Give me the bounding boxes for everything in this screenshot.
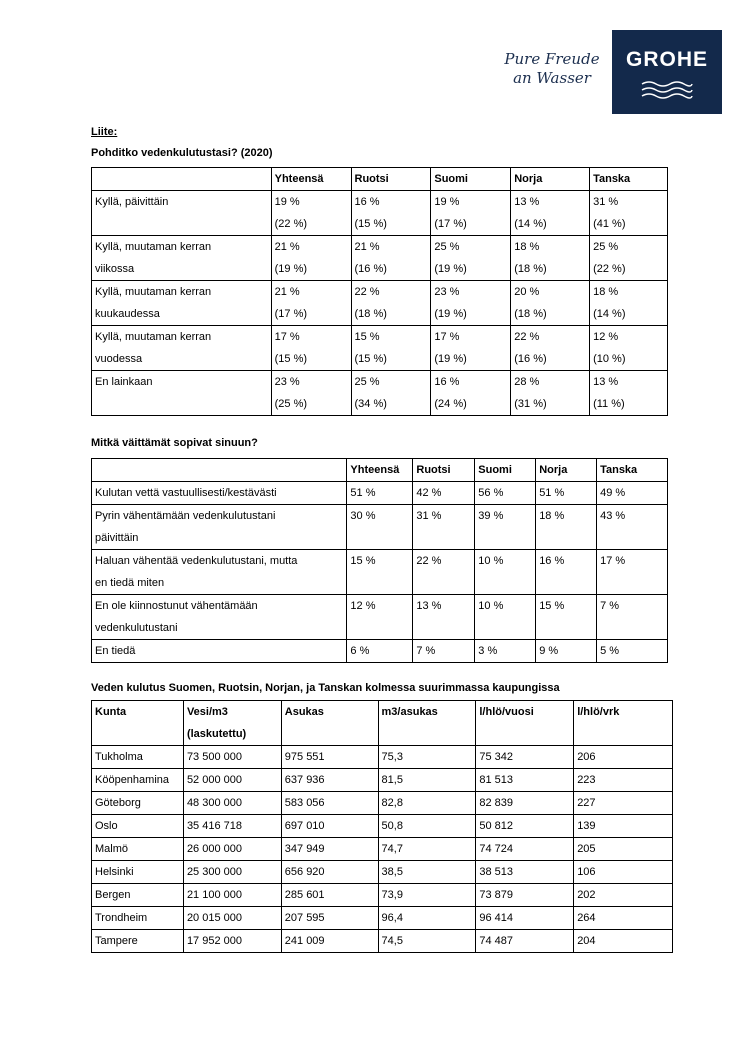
- brand-tagline: [500, 50, 604, 88]
- value-cell: 81,5: [378, 769, 476, 792]
- value-cell: 22 %: [413, 550, 475, 595]
- value-cell: 20 015 000: [183, 907, 281, 930]
- value-cell: 21 100 000: [183, 884, 281, 907]
- table-row: [92, 769, 673, 792]
- tagline-line2: an Wasser: [513, 69, 591, 87]
- column-header: [92, 459, 347, 482]
- value-cell: 42 %: [413, 482, 475, 505]
- cell-line: (15 %): [354, 353, 387, 365]
- value-cell: [271, 236, 351, 281]
- value-cell: 3 %: [475, 640, 536, 663]
- table-row: [92, 884, 673, 907]
- value-cell: 697 010: [281, 815, 378, 838]
- cell-line: (22 %): [274, 218, 308, 230]
- cell-line: (15 %): [274, 353, 308, 365]
- row-label: [92, 191, 272, 236]
- survey1-title: Pohditko vedenkulutustasi? (2020): [91, 147, 273, 159]
- value-cell: 25 300 000: [183, 861, 281, 884]
- value-cell: 73 879: [476, 884, 574, 907]
- table-row: [92, 838, 673, 861]
- cell-line: [95, 393, 268, 415]
- city-name: Göteborg: [92, 792, 184, 815]
- value-cell: 74,7: [378, 838, 476, 861]
- value-cell: [271, 371, 351, 416]
- column-header: [92, 168, 272, 191]
- value-cell: 106: [574, 861, 673, 884]
- value-cell: 74,5: [378, 930, 476, 953]
- value-cell: 50 812: [476, 815, 574, 838]
- cell-line: Kulutan vettä vastuullisesti/kestävästi: [95, 487, 277, 499]
- city-name: Bergen: [92, 884, 184, 907]
- water-waves-icon: [640, 80, 694, 100]
- survey1-header-row: [92, 168, 668, 191]
- value-cell: 15 %: [347, 550, 413, 595]
- cell-line: en tiedä miten: [95, 577, 165, 589]
- value-cell: 6 %: [347, 640, 413, 663]
- cities-title: Veden kulutus Suomen, Ruotsin, Norjan, ja Tanskan kolmessa suurimmassa kaupungissa: [91, 682, 560, 694]
- value-cell: 43 %: [597, 505, 668, 550]
- cell-line: Haluan vähentää vedenkulutustani, mutta: [95, 555, 298, 567]
- table-row: [92, 640, 668, 663]
- value-cell: 12 %: [347, 595, 413, 640]
- value-cell: [431, 371, 511, 416]
- cell-line: (16 %): [354, 263, 387, 275]
- cell-line: Kyllä, muutaman kerran: [95, 331, 212, 343]
- cell-line: (19 %): [434, 263, 467, 275]
- cell-line: 28 %: [514, 376, 540, 388]
- cell-line: (18 %): [514, 308, 547, 320]
- column-header: Suomi: [475, 459, 536, 482]
- value-cell: 656 920: [281, 861, 378, 884]
- cell-line: (18 %): [514, 263, 547, 275]
- cell-line: 18 %: [514, 241, 540, 253]
- cell-line: Vesi/m3: [186, 706, 228, 718]
- survey2-table: [91, 458, 668, 663]
- cell-line: päivittäin: [95, 532, 139, 544]
- survey1-table: [91, 167, 668, 416]
- value-cell: [351, 236, 431, 281]
- cell-line: l/hlö/vuosi: [479, 706, 534, 718]
- column-header: Ruotsi: [413, 459, 475, 482]
- value-cell: 56 %: [475, 482, 536, 505]
- column-header: [92, 701, 184, 746]
- cell-line: Asukas: [284, 706, 324, 718]
- value-cell: [511, 236, 590, 281]
- city-name: Trondheim: [92, 907, 184, 930]
- cell-line: kuukaudessa: [95, 308, 160, 320]
- cell-line: (14 %): [593, 308, 626, 320]
- value-cell: [590, 281, 668, 326]
- cell-line: m3/asukas: [381, 706, 438, 718]
- value-cell: [271, 191, 351, 236]
- cell-line: 17 %: [434, 331, 460, 343]
- city-name: Malmö: [92, 838, 184, 861]
- cell-line: 25 %: [354, 376, 380, 388]
- value-cell: 49 %: [597, 482, 668, 505]
- table-row: [92, 482, 668, 505]
- row-label: [92, 482, 347, 505]
- cell-line: 20 %: [514, 286, 540, 298]
- table-row: [92, 792, 673, 815]
- value-cell: 96,4: [378, 907, 476, 930]
- value-cell: [351, 326, 431, 371]
- row-label: [92, 281, 272, 326]
- column-header: [476, 701, 574, 746]
- table-row: [92, 861, 673, 884]
- cell-line: l/hlö/vrk: [577, 706, 620, 718]
- table-row: [92, 746, 673, 769]
- value-cell: 7 %: [597, 595, 668, 640]
- cell-line: (15 %): [354, 218, 387, 230]
- column-header: Norja: [536, 459, 597, 482]
- value-cell: [511, 191, 590, 236]
- value-cell: [590, 326, 668, 371]
- column-header: [183, 701, 281, 746]
- cell-line: 12 %: [593, 331, 619, 343]
- row-label: [92, 326, 272, 371]
- column-header: [378, 701, 476, 746]
- cell-line: (41 %): [593, 218, 626, 230]
- cell-line: (25 %): [274, 398, 308, 410]
- value-cell: 38 513: [476, 861, 574, 884]
- cell-line: Kyllä, muutaman kerran: [95, 241, 212, 253]
- value-cell: 31 %: [413, 505, 475, 550]
- cell-line: (17 %): [434, 218, 467, 230]
- value-cell: [351, 281, 431, 326]
- column-header: [574, 701, 673, 746]
- table-row: [92, 326, 668, 371]
- value-cell: 74 487: [476, 930, 574, 953]
- cell-line: Kunta: [95, 706, 127, 718]
- value-cell: 637 936: [281, 769, 378, 792]
- appendix-label: Liite:: [91, 126, 118, 138]
- value-cell: [431, 191, 511, 236]
- city-name: Oslo: [92, 815, 184, 838]
- value-cell: 50,8: [378, 815, 476, 838]
- cell-line: 23 %: [274, 376, 300, 388]
- cell-line: Pyrin vähentämään vedenkulutustani: [95, 510, 276, 522]
- value-cell: 48 300 000: [183, 792, 281, 815]
- table-row: [92, 191, 668, 236]
- value-cell: 13 %: [413, 595, 475, 640]
- cell-line: 21 %: [274, 286, 300, 298]
- value-cell: 74 724: [476, 838, 574, 861]
- column-header: Ruotsi: [351, 168, 431, 191]
- cell-line: 21 %: [274, 241, 300, 253]
- value-cell: 35 416 718: [183, 815, 281, 838]
- column-header: Yhteensä: [347, 459, 413, 482]
- cell-line: 17 %: [274, 331, 300, 343]
- cell-line: viikossa: [95, 263, 135, 275]
- cell-line: (24 %): [434, 398, 467, 410]
- row-label: [92, 640, 347, 663]
- cities-header-row: [92, 701, 673, 746]
- tagline-line1: Pure Freude: [504, 50, 600, 68]
- table-row: [92, 907, 673, 930]
- value-cell: 73 500 000: [183, 746, 281, 769]
- value-cell: 52 000 000: [183, 769, 281, 792]
- cell-line: (11 %): [593, 398, 625, 410]
- value-cell: 17 952 000: [183, 930, 281, 953]
- value-cell: 227: [574, 792, 673, 815]
- row-label: [92, 236, 272, 281]
- cell-line: 22 %: [514, 331, 540, 343]
- value-cell: [271, 326, 351, 371]
- cell-line: 15 %: [354, 331, 380, 343]
- value-cell: 17 %: [597, 550, 668, 595]
- value-cell: 51 %: [536, 482, 597, 505]
- cell-line: 19 %: [274, 196, 300, 208]
- value-cell: 347 949: [281, 838, 378, 861]
- city-name: Kööpenhamina: [92, 769, 184, 792]
- survey2-title: Mitkä väittämät sopivat sinuun?: [91, 437, 258, 449]
- value-cell: [351, 371, 431, 416]
- column-header: Norja: [511, 168, 590, 191]
- value-cell: 139: [574, 815, 673, 838]
- cell-line: (31 %): [514, 398, 547, 410]
- value-cell: 39 %: [475, 505, 536, 550]
- cell-line: [95, 213, 268, 235]
- value-cell: 583 056: [281, 792, 378, 815]
- city-name: Helsinki: [92, 861, 184, 884]
- value-cell: [431, 236, 511, 281]
- value-cell: 30 %: [347, 505, 413, 550]
- cell-line: (14 %): [514, 218, 547, 230]
- cell-line: En lainkaan: [95, 376, 153, 388]
- cell-line: (18 %): [354, 308, 387, 320]
- value-cell: [431, 326, 511, 371]
- value-cell: [431, 281, 511, 326]
- table-row: [92, 550, 668, 595]
- value-cell: 264: [574, 907, 673, 930]
- value-cell: 51 %: [347, 482, 413, 505]
- value-cell: 207 595: [281, 907, 378, 930]
- cell-line: Kyllä, päivittäin: [95, 196, 169, 208]
- column-header: Yhteensä: [271, 168, 351, 191]
- cell-line: (laskutettu): [186, 728, 247, 740]
- value-cell: 26 000 000: [183, 838, 281, 861]
- value-cell: 202: [574, 884, 673, 907]
- table-row: [92, 236, 668, 281]
- value-cell: 16 %: [536, 550, 597, 595]
- value-cell: 204: [574, 930, 673, 953]
- value-cell: [590, 236, 668, 281]
- value-cell: [351, 191, 431, 236]
- value-cell: [511, 371, 590, 416]
- value-cell: 82,8: [378, 792, 476, 815]
- value-cell: 38,5: [378, 861, 476, 884]
- cell-line: vedenkulutustani: [95, 622, 178, 634]
- value-cell: 10 %: [475, 550, 536, 595]
- value-cell: 96 414: [476, 907, 574, 930]
- row-label: [92, 371, 272, 416]
- cell-line: 13 %: [593, 376, 619, 388]
- value-cell: [511, 326, 590, 371]
- value-cell: [271, 281, 351, 326]
- cell-line: En ole kiinnostunut vähentämään: [95, 600, 258, 612]
- cell-line: 25 %: [593, 241, 619, 253]
- value-cell: 9 %: [536, 640, 597, 663]
- value-cell: 975 551: [281, 746, 378, 769]
- cell-line: 23 %: [434, 286, 460, 298]
- cities-table: [91, 700, 673, 953]
- table-row: [92, 281, 668, 326]
- value-cell: 241 009: [281, 930, 378, 953]
- table-row: [92, 815, 673, 838]
- column-header: Suomi: [431, 168, 511, 191]
- value-cell: 15 %: [536, 595, 597, 640]
- city-name: Tukholma: [92, 746, 184, 769]
- cell-line: (16 %): [514, 353, 547, 365]
- cell-line: 22 %: [354, 286, 380, 298]
- cell-line: (10 %): [593, 353, 626, 365]
- cell-line: 21 %: [354, 241, 380, 253]
- value-cell: 7 %: [413, 640, 475, 663]
- value-cell: 223: [574, 769, 673, 792]
- cell-line: En tiedä: [95, 645, 136, 657]
- row-label: [92, 550, 347, 595]
- value-cell: 73,9: [378, 884, 476, 907]
- value-cell: 81 513: [476, 769, 574, 792]
- cell-line: vuodessa: [95, 353, 143, 365]
- cell-line: 18 %: [593, 286, 619, 298]
- value-cell: [590, 371, 668, 416]
- cell-line: 13 %: [514, 196, 540, 208]
- grohe-logo: [612, 30, 722, 114]
- value-cell: 285 601: [281, 884, 378, 907]
- value-cell: [590, 191, 668, 236]
- value-cell: 5 %: [597, 640, 668, 663]
- table-row: [92, 930, 673, 953]
- column-header: [281, 701, 378, 746]
- row-label: [92, 595, 347, 640]
- cell-line: 16 %: [354, 196, 380, 208]
- cell-line: (19 %): [434, 308, 467, 320]
- column-header: Tanska: [597, 459, 668, 482]
- logo-text: GROHE: [625, 48, 708, 71]
- table-row: [92, 595, 668, 640]
- value-cell: 82 839: [476, 792, 574, 815]
- value-cell: 18 %: [536, 505, 597, 550]
- value-cell: 10 %: [475, 595, 536, 640]
- value-cell: 75,3: [378, 746, 476, 769]
- cell-line: 19 %: [434, 196, 460, 208]
- cell-line: (34 %): [354, 398, 387, 410]
- city-name: Tampere: [92, 930, 184, 953]
- value-cell: 206: [574, 746, 673, 769]
- column-header: Tanska: [590, 168, 668, 191]
- survey2-header-row: [92, 459, 668, 482]
- value-cell: 75 342: [476, 746, 574, 769]
- cell-line: (19 %): [274, 263, 308, 275]
- row-label: [92, 505, 347, 550]
- table-row: [92, 371, 668, 416]
- cell-line: 31 %: [593, 196, 619, 208]
- cell-line: Kyllä, muutaman kerran: [95, 286, 212, 298]
- value-cell: 205: [574, 838, 673, 861]
- cell-line: (22 %): [593, 263, 626, 275]
- table-row: [92, 505, 668, 550]
- cell-line: (17 %): [274, 308, 308, 320]
- cell-line: 25 %: [434, 241, 460, 253]
- value-cell: [511, 281, 590, 326]
- cell-line: 16 %: [434, 376, 460, 388]
- cell-line: (19 %): [434, 353, 467, 365]
